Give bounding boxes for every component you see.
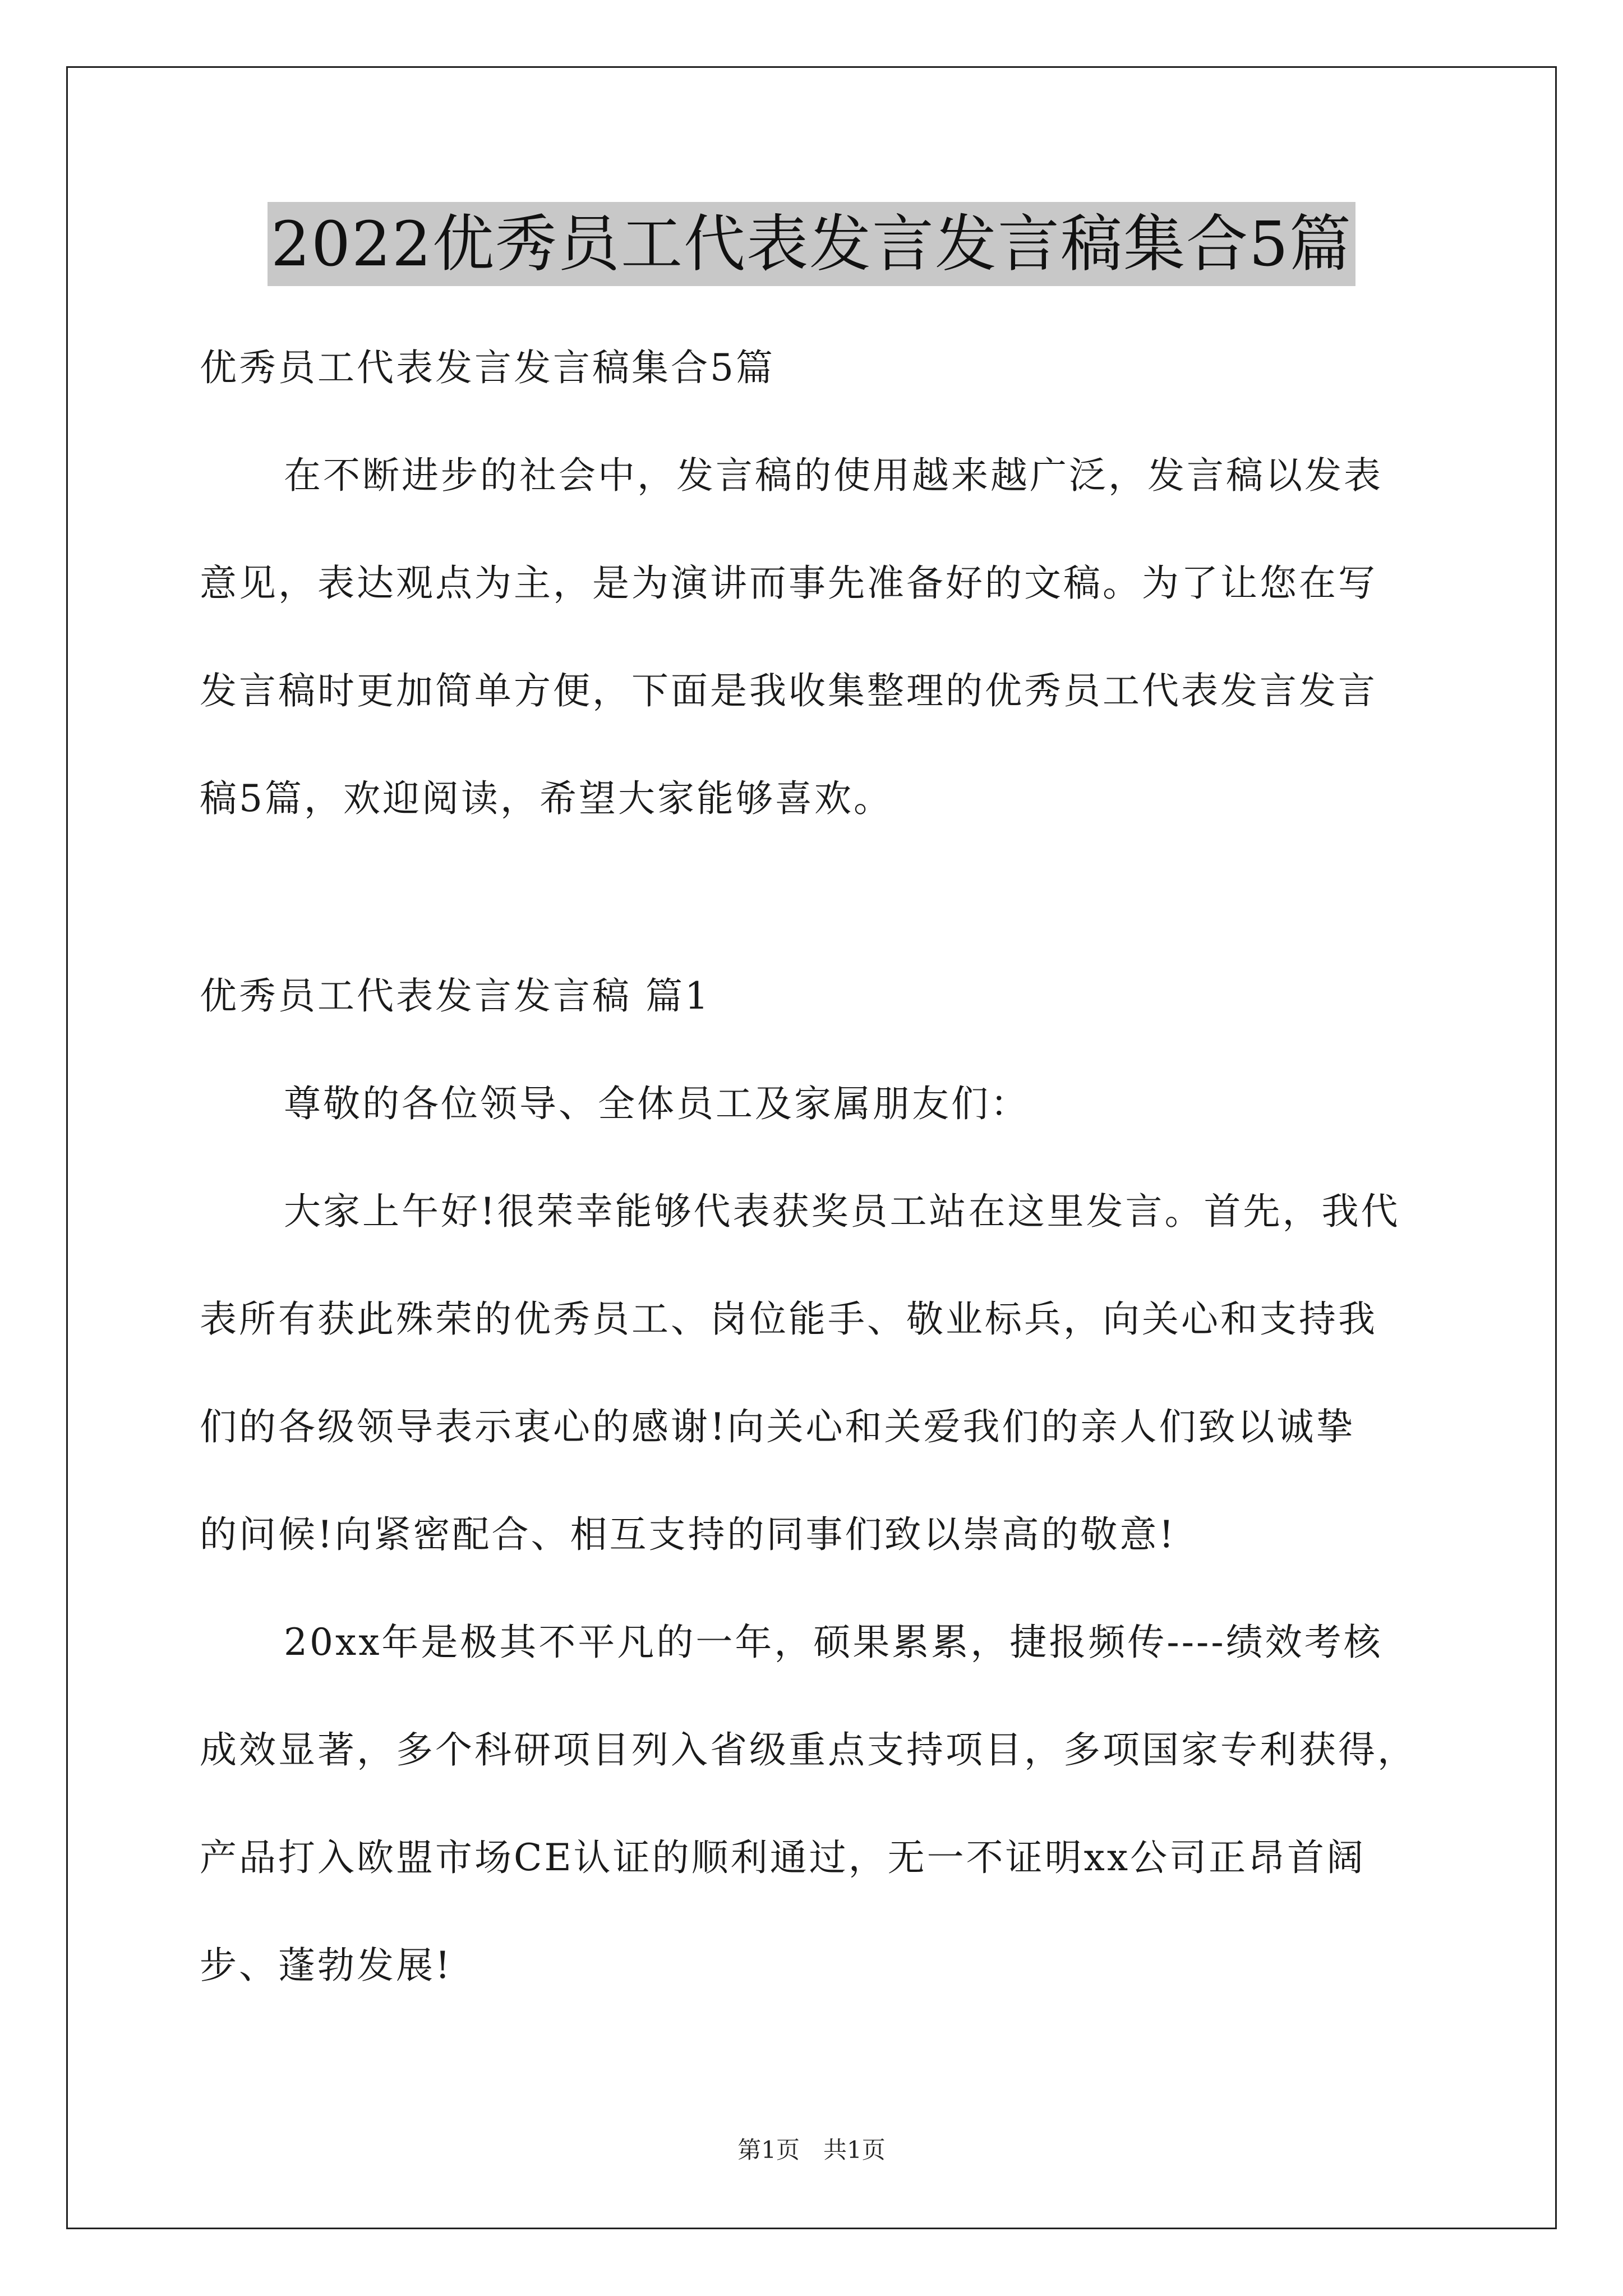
intro-line-2: 意见，表达观点为主，是为演讲而事先准备好的文稿。为了让您在写 — [200, 562, 1377, 605]
salutation: 尊敬的各位领导、全体员工及家属朋友们： — [284, 1082, 1030, 1125]
intro-line-4: 稿5篇，欢迎阅读，希望大家能够喜欢。 — [200, 777, 893, 820]
para2-line-4: 步、蓬勃发展! — [200, 1944, 453, 1987]
para1-line-1: 大家上午好!很荣幸能够代表获奖员工站在这里发言。首先，我代 — [284, 1190, 1400, 1233]
page-footer: 第1页 共1页 — [737, 2136, 886, 2164]
intro-line-3: 发言稿时更加简单方便，下面是我收集整理的优秀员工代表发言发言 — [200, 669, 1377, 712]
para1-line-3: 们的各级领导表示衷心的感谢!向关心和关爱我们的亲人们致以诚挚 — [200, 1405, 1355, 1448]
section-heading: 优秀员工代表发言发言稿 篇1 — [200, 974, 711, 1018]
para2-line-2: 成效显著，多个科研项目列入省级重点支持项目，多项国家专利获得， — [200, 1728, 1417, 1772]
para1-line-4: 的问候!向紧密配合、相互支持的同事们致以崇高的敬意! — [200, 1513, 1177, 1556]
document-title: 2022优秀员工代表发言发言稿集合5篇 — [268, 202, 1355, 286]
title-container — [0, 202, 1623, 286]
document-subtitle: 优秀员工代表发言发言稿集合5篇 — [200, 346, 775, 389]
para2-line-1: 20xx年是极其不平凡的一年，硕果累累，捷报频传----绩效考核 — [284, 1621, 1383, 1664]
para1-line-2: 表所有获此殊荣的优秀员工、岗位能手、敬业标兵，向关心和支持我 — [200, 1297, 1377, 1341]
para2-line-3: 产品打入欧盟市场CE认证的顺利通过，无一不证明xx公司正昂首阔 — [200, 1836, 1366, 1879]
document-body — [200, 314, 1439, 2019]
intro-line-1: 在不断进步的社会中，发言稿的使用越来越广泛，发言稿以发表 — [284, 454, 1383, 497]
section-gap — [200, 853, 1439, 942]
